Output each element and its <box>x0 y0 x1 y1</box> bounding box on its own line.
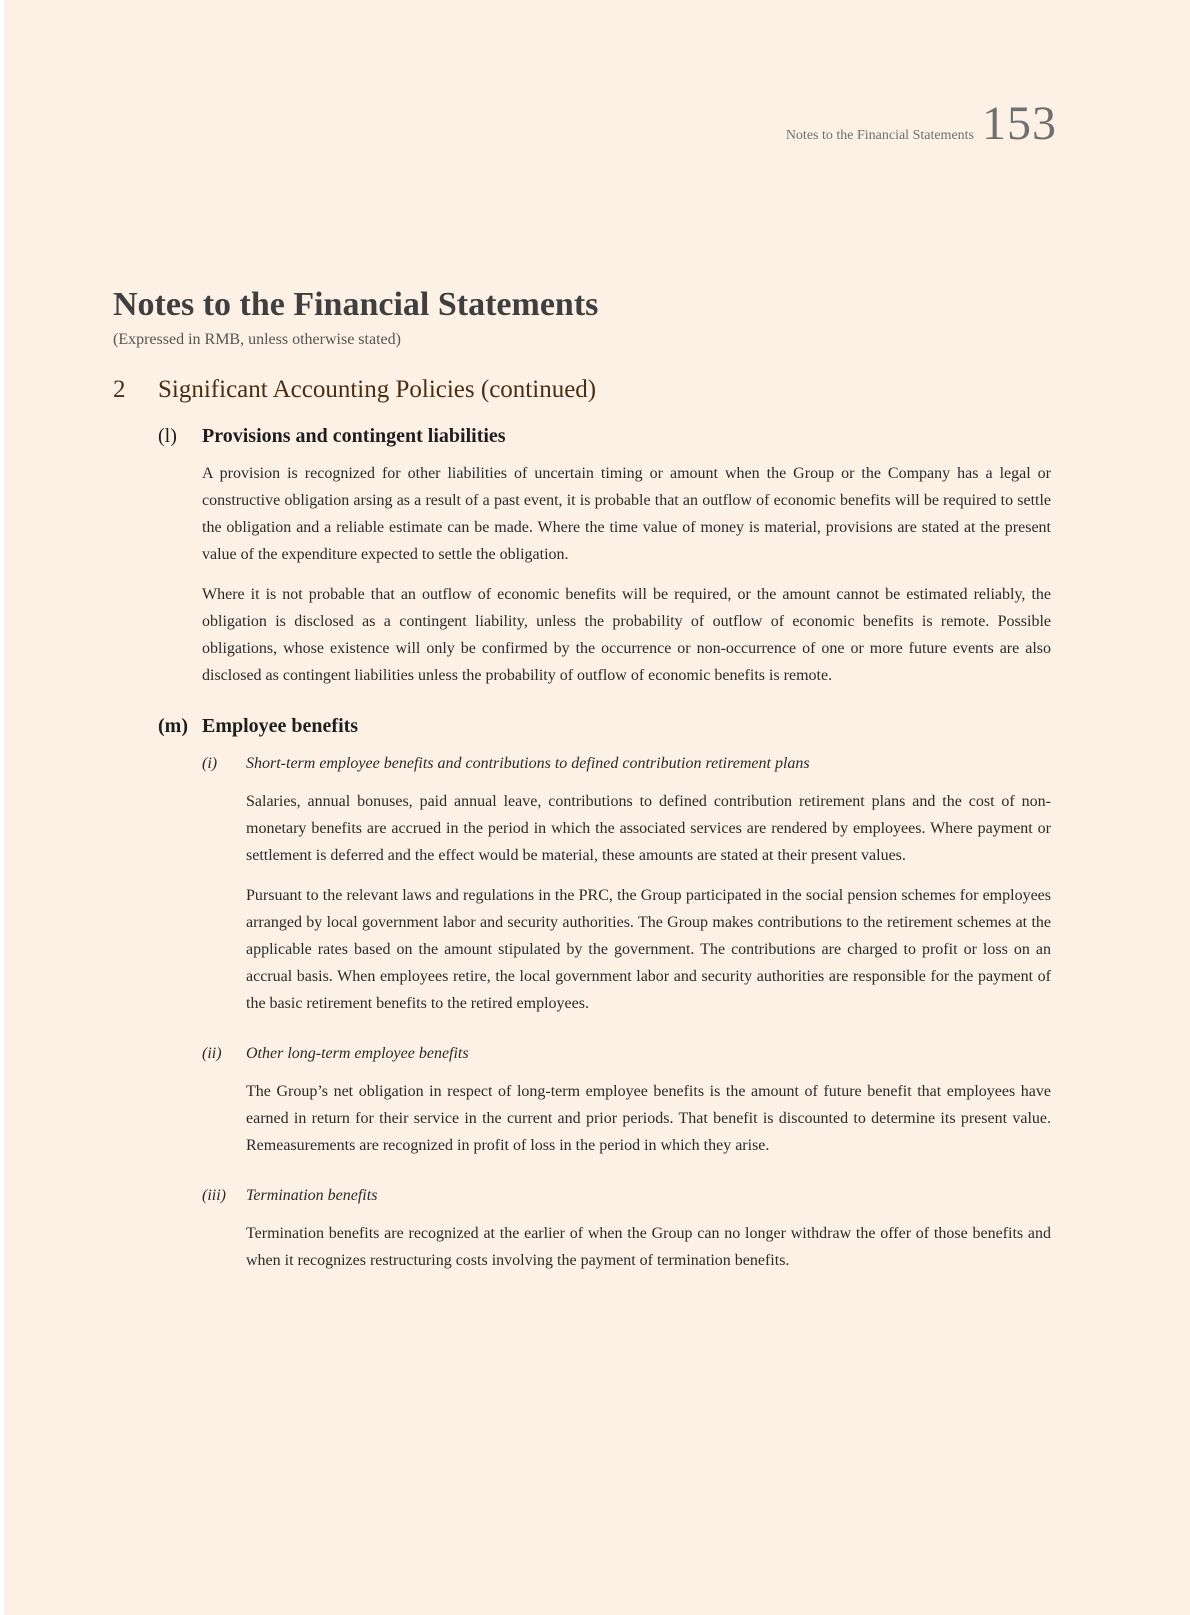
section-title: Significant Accounting Policies (continued) <box>158 376 597 403</box>
paragraph: The Group’s net obligation in respect of long-term employee benefits is the amount of future benefit that employees have earned in return for their service in the current and prior periods. That benefit is discounted to determine its present value. Remeasurements are recognized in profit of loss in the period in which they arise. <box>246 1083 1051 1154</box>
paragraph: Salaries, annual bonuses, paid annual leave, contributions to defined contribution retirement plans and the cost of non-monetary benefits are accrued in the period in which the associated services are rendered by employees. Where payment or settlement is deferred and the effect would be material, these amounts are stated at their present values. <box>246 793 1051 864</box>
item-iii-mark: (iii) <box>202 1187 226 1204</box>
item-i-heading <box>202 753 1051 775</box>
subsection-m-title: Employee benefits <box>202 715 359 737</box>
subsection-l-title: Provisions and contingent liabilities <box>202 425 506 447</box>
item-iii-title: Termination benefits <box>246 1187 378 1204</box>
item-ii-title: Other long-term employee benefits <box>246 1045 469 1062</box>
paragraph: Pursuant to the relevant laws and regulations in the PRC, the Group participated in the social pension schemes for employees arranged by local government labor and security authorities. The Group makes contributions to the retirement schemes at the applicable rates based on the amount stipulated by the government. The contributions are charged to profit or loss on an accrual basis. When employees retire, the local government labor and security authorities are responsible for the payment of the basic retirement benefits to the retired employees. <box>246 887 1051 1012</box>
running-header-title: Notes to the Financial Statements <box>785 128 974 143</box>
page-content <box>113 286 1051 1274</box>
section-heading <box>113 375 1051 405</box>
subsection-m-mark: (m) <box>158 715 188 737</box>
running-header <box>785 97 1057 150</box>
document-page <box>4 0 1190 1615</box>
page-title: Notes to the Financial Statements <box>113 286 599 323</box>
page-number: 153 <box>982 97 1057 150</box>
page-subtitle: (Expressed in RMB, unless otherwise stated) <box>113 331 401 348</box>
subsection-l-mark: (l) <box>158 425 177 447</box>
item-ii-heading <box>202 1043 1051 1065</box>
section-number: 2 <box>113 376 126 403</box>
paragraph: Where it is not probable that an outflow of economic benefits will be required, or the amount cannot be estimated reliably, the obligation is disclosed as a contingent liability, unless the probability of outflow of economic benefits is remote. Possible obligations, whose existence will only be confirmed by the occurrence or non-occurrence of one or more future events are also disclosed as contingent liabilities unless the probability of outflow of economic benefits is remote. <box>202 586 1051 684</box>
subsection-m-heading <box>158 713 1051 739</box>
item-ii-mark: (ii) <box>202 1045 222 1062</box>
paragraph: A provision is recognized for other liabilities of uncertain timing or amount when the Group or the Company has a legal or constructive obligation arsing as a result of a past event, it is probable that an outflow of economic benefits will be required to settle the obligation and a reliable estimate can be made. Where the time value of money is material, provisions are stated at the present value of the expenditure expected to settle the obligation. <box>202 465 1051 563</box>
item-i-mark: (i) <box>202 755 218 772</box>
subsection-l-heading <box>158 423 1051 449</box>
item-i-title: Short-term employee benefits and contributions to defined contribution retirement plans <box>246 755 810 772</box>
paragraph: Termination benefits are recognized at the earlier of when the Group can no longer withdraw the offer of those benefits and when it recognizes restructuring costs involving the payment of termination benefits. <box>246 1225 1051 1269</box>
item-iii-heading <box>202 1185 1051 1207</box>
